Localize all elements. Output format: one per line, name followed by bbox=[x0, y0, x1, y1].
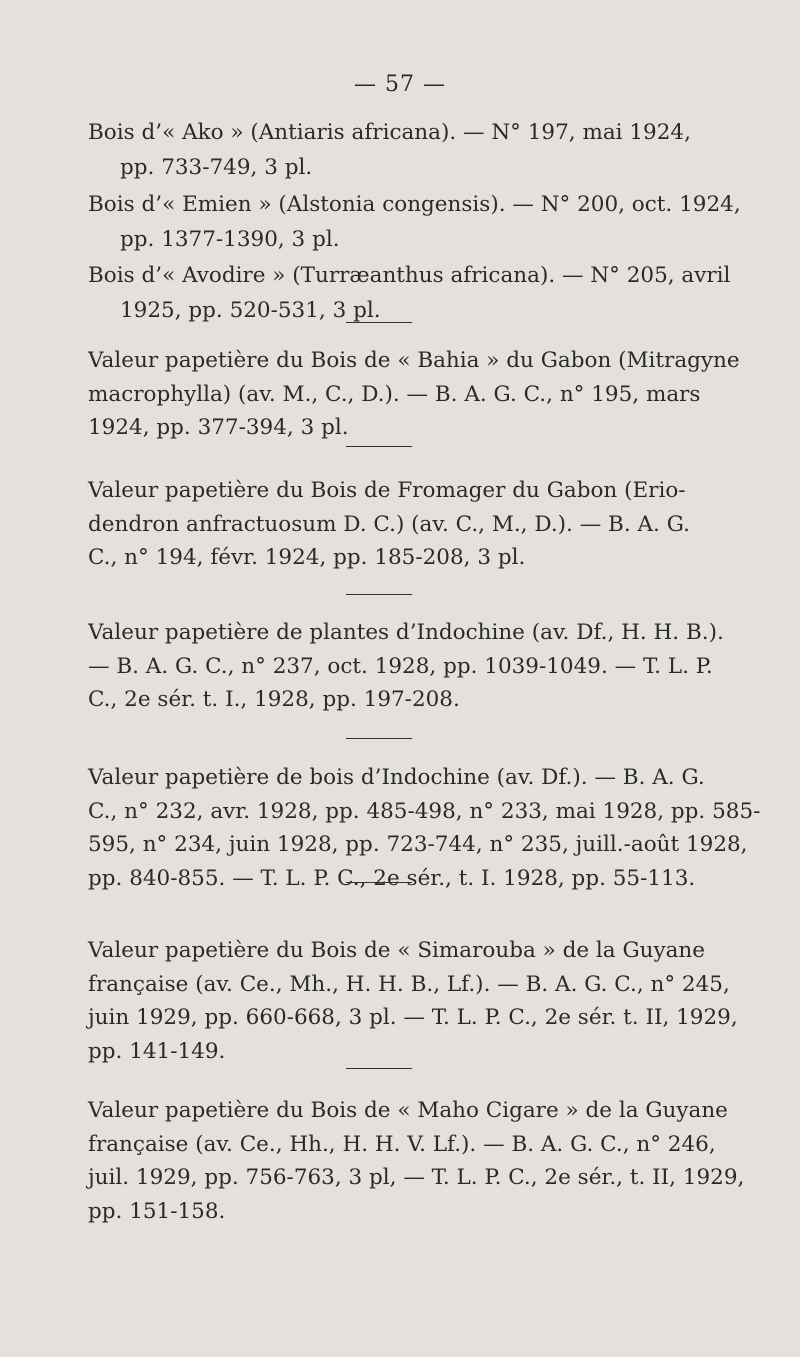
separator-rule bbox=[346, 738, 412, 739]
entry-line: 1925, pp. 520-531, 3 pl. bbox=[120, 298, 381, 323]
separator-rule bbox=[346, 1068, 412, 1069]
paragraph bbox=[88, 616, 728, 717]
page-number: — 57 — bbox=[354, 72, 446, 97]
paragraph-line: française (av. Ce., Hh., H. H. V. Lf.). — B. A. G. C., n° 246, bbox=[88, 1131, 716, 1157]
paragraph-line: C., 2e sér. t. I., 1928, pp. 197-208. bbox=[88, 687, 460, 712]
paragraph-line: dendron anfractuosum D. C.) (av. C., M., D.). — B. A. G. bbox=[88, 511, 690, 537]
paragraph-line: 1924, pp. 377-394, 3 pl. bbox=[88, 415, 349, 440]
entry-line: pp. 1377-1390, 3 pl. bbox=[120, 227, 340, 252]
separator-rule bbox=[346, 882, 412, 883]
paragraph-line: Valeur papetière de bois d’Indochine (av. Df.). — B. A. G. bbox=[88, 765, 705, 790]
paragraph-line: 595, n° 234, juin 1928, pp. 723-744, n° 235, juill.-août 1928, bbox=[88, 832, 748, 857]
entry-line: Bois d’« Emien » (Alstonia congensis). — N° 200, oct. 1924, bbox=[88, 192, 741, 217]
paragraph bbox=[88, 761, 761, 895]
paragraph-line: Valeur papetière du Bois de « Simarouba » de la Guyane bbox=[88, 938, 706, 963]
paragraph-line: Valeur papetière du Bois de « Bahia » du Gabon (Mitragyne bbox=[88, 348, 740, 373]
paragraph bbox=[88, 1094, 745, 1228]
paragraph-line: pp. 141-149. bbox=[88, 1038, 226, 1064]
separator-rule bbox=[346, 594, 412, 595]
paragraph-line: française (av. Ce., Mh., H. H. B., Lf.). — B. A. G. C., n° 245, bbox=[88, 971, 730, 997]
list-item bbox=[88, 115, 728, 185]
paragraph-line: pp. 151-158. bbox=[88, 1198, 226, 1224]
paragraph-line: Valeur papetière de plantes d’Indochine (av. Df., H. H. B.). bbox=[88, 620, 724, 645]
paragraph-line: Valeur papetière du Bois de « Maho Cigare » de la Guyane bbox=[88, 1098, 728, 1123]
list-item bbox=[88, 258, 731, 328]
paragraph bbox=[88, 344, 740, 445]
paragraph bbox=[88, 474, 728, 575]
paragraph-line: macrophylla) (av. M., C., D.). — B. A. G. C., n° 195, mars bbox=[88, 381, 701, 407]
separator-rule bbox=[346, 322, 412, 323]
list-item bbox=[88, 187, 741, 257]
paragraph-line: — B. A. G. C., n° 237, oct. 1928, pp. 1039-1049. — T. L. P. bbox=[88, 653, 713, 679]
entry-line: pp. 733-749, 3 pl. bbox=[120, 155, 313, 180]
paragraph-line: juil. 1929, pp. 756-763, 3 pl, — T. L. P. C., 2e sér., t. II, 1929, bbox=[88, 1165, 745, 1190]
entry-line: Bois d’« Ako » (Antiaris africana). — N° 197, mai 1924, bbox=[88, 120, 691, 145]
paragraph bbox=[88, 934, 738, 1068]
paragraph-line: C., n° 194, févr. 1924, pp. 185-208, 3 pl. bbox=[88, 545, 526, 570]
separator-rule bbox=[346, 446, 412, 447]
paragraph-line: Valeur papetière du Bois de Fromager du Gabon (Erio- bbox=[88, 478, 686, 503]
paragraph-line: C., n° 232, avr. 1928, pp. 485-498, n° 233, mai 1928, pp. 585- bbox=[88, 798, 761, 824]
entry-line: Bois d’« Avodire » (Turræanthus africana). — N° 205, avril bbox=[88, 263, 731, 288]
paragraph-line: pp. 840-855. — T. L. P. C., 2e sér., t. I. 1928, pp. 55-113. bbox=[88, 865, 696, 891]
paragraph-line: juin 1929, pp. 660-668, 3 pl. — T. L. P. C., 2e sér. t. II, 1929, bbox=[88, 1005, 738, 1030]
